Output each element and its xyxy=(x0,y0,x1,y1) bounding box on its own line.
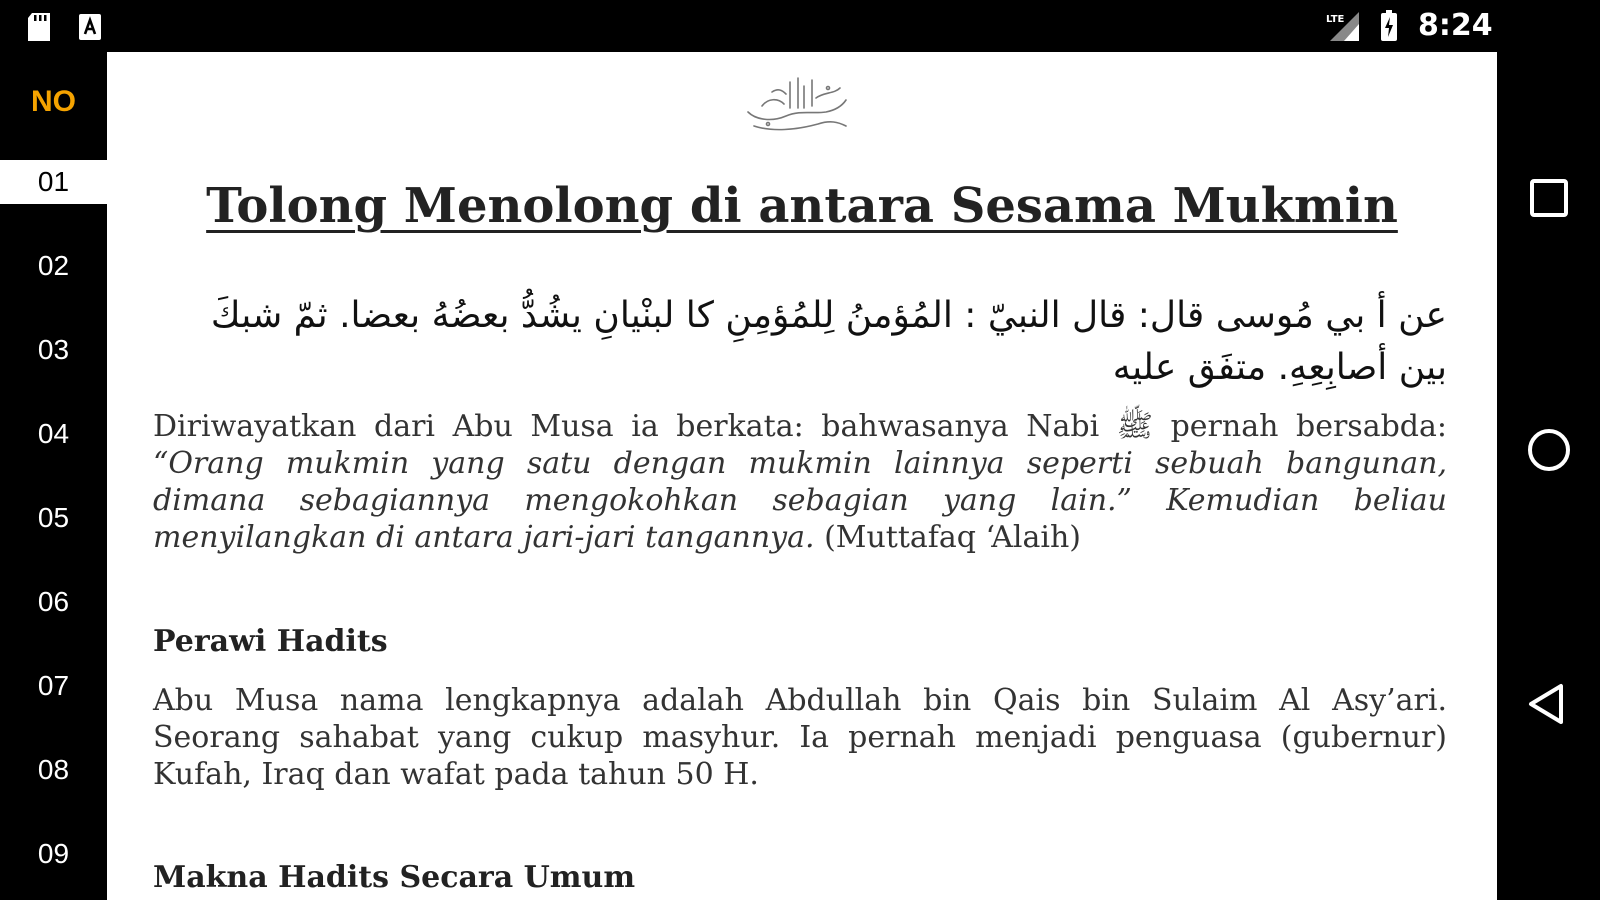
article-content[interactable] xyxy=(107,52,1497,900)
android-navigation-bar xyxy=(1497,0,1600,900)
lte-signal-icon xyxy=(1326,10,1360,42)
hadith-arabic-text: عن أ بي مُوسى قال: قال النبيّ : المُؤمنُ لِلمُؤمِنِ كا لبنْيانِ يشُدُّ بعضُهُ بعضا. ثمّ شبكَ بين أصابِعِهِ. متفَق عليه xyxy=(210,295,1447,388)
notification-a-icon xyxy=(78,13,102,41)
hadith-translation xyxy=(153,408,1447,556)
bismillah-calligraphy-icon xyxy=(742,68,852,138)
back-button[interactable] xyxy=(1521,676,1577,732)
sidebar-item-09[interactable]: 09 xyxy=(37,838,70,869)
sidebar-item-08[interactable]: 08 xyxy=(37,754,70,785)
article-title: Tolong Menolong di antara Sesama Mukmin xyxy=(206,178,1398,234)
sidebar-item-02[interactable]: 02 xyxy=(37,250,70,281)
recents-button[interactable] xyxy=(1521,170,1577,226)
status-bar xyxy=(0,0,1600,52)
sidebar-item-04[interactable]: 04 xyxy=(37,418,70,449)
sidebar-item-01[interactable]: 01 xyxy=(0,160,107,204)
sidebar-item-03[interactable]: 03 xyxy=(37,334,70,365)
translation-source: (Muttafaq ‘Alaih) xyxy=(814,520,1081,555)
sidebar-item-06[interactable]: 06 xyxy=(37,586,70,617)
status-clock: 8:24 xyxy=(1418,8,1493,43)
section-heading-makna: Makna Hadits Secara Umum xyxy=(153,860,636,895)
battery-charging-icon xyxy=(1380,10,1398,42)
translation-intro: Diriwayatkan dari Abu Musa ia berkata: bahwasanya Nabi ﷺ pernah bersabda: xyxy=(153,409,1447,444)
sidebar-item-05[interactable]: 05 xyxy=(37,502,70,533)
sidebar-header: NO xyxy=(31,85,76,118)
section-text-perawi: Abu Musa nama lengkapnya adalah Abdullah bin Qais bin Sulaim Al Asy’ari. Seorang sahabat yang cukup masyhur. Ia pernah menjadi penguasa (gubernur) Kufah, Iraq dan wafat pada tahun 50 H. xyxy=(153,683,1447,792)
home-button[interactable] xyxy=(1521,422,1577,478)
sd-card-icon xyxy=(26,12,52,42)
sidebar-item-07[interactable]: 07 xyxy=(37,670,70,701)
translation-quote: “Orang mukmin yang satu dengan mukmin lainnya seperti sebuah bangunan, dimana sebagiannya mengokohkan sebagian yang lain.” Kemudian beliau menyilangkan di antara jari-jari tangannya. xyxy=(153,446,1447,555)
svg-text:LTE: LTE xyxy=(1326,14,1345,25)
section-heading-perawi: Perawi Hadits xyxy=(153,624,388,659)
hadith-number-sidebar xyxy=(0,52,107,900)
